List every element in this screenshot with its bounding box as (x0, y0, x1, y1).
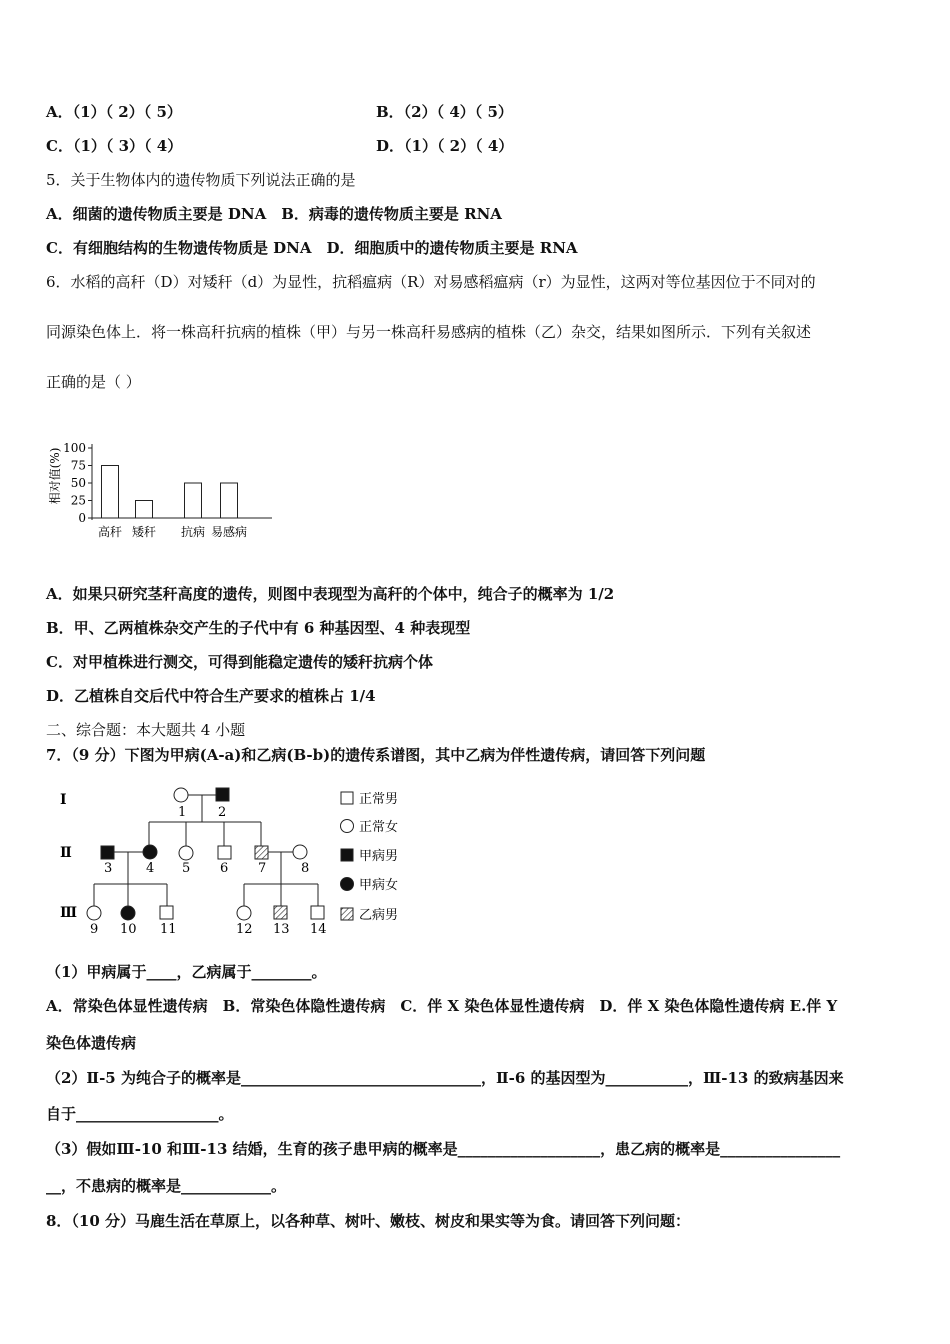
person-11-normal-male (160, 906, 173, 919)
person-id-13: 13 (273, 922, 290, 937)
q8-stem: 8．（10 分）马鹿生活在草原上，以各种草、树叶、嫩枝、树皮和果实等为食。请回答下列问题： (46, 1212, 691, 1230)
person-id-6: 6 (220, 861, 229, 876)
person-5-normal-female (179, 846, 193, 860)
legend-normal-female-symbol (341, 820, 354, 833)
chart-x-tick-label: 矮秆 (131, 525, 157, 539)
person-id-5: 5 (182, 861, 191, 876)
person-8-normal-female (293, 845, 307, 859)
chart-x-tick-label: 易感病 (210, 525, 248, 539)
legend-affected-a-male-label: 甲病男 (359, 849, 399, 864)
person-10-affected-a-female (121, 906, 135, 920)
person-id-14: 14 (310, 922, 327, 937)
q4-option-row-1 (46, 102, 182, 122)
generation-label-2: Ⅱ (60, 845, 72, 861)
q4-option-c: C．（1）（ 3）（ 4） (46, 137, 183, 155)
person-id-11: 11 (160, 922, 177, 937)
legend-affected-a-female-label: 甲病女 (359, 878, 399, 893)
person-1-normal-female (174, 788, 188, 802)
q4-option-a: A．（1）（ 2）（ 5） (46, 103, 182, 121)
person-2-affected-a-male (216, 788, 229, 801)
q5-options-ab: A．细菌的遗传物质主要是 DNA B．病毒的遗传物质主要是 RNA (46, 205, 502, 223)
section-heading: 二、综合题：本大题共 4 小题 (46, 721, 246, 739)
q6-bar-chart (44, 436, 284, 546)
person-3-affected-a-male (101, 846, 114, 859)
q7-options-line-2: 染色体遗传病 (46, 1034, 137, 1052)
legend-normal-male-symbol (341, 792, 353, 804)
q4-option-b: B．（2）（ 4）（ 5） (376, 103, 513, 121)
chart-x-tick-label: 抗病 (180, 525, 206, 539)
person-id-10: 10 (120, 922, 137, 937)
q4-option-d: D．（1）（ 2）（ 4） (376, 137, 514, 155)
q5-stem: 5．关于生物体内的遗传物质下列说法正确的是 (46, 171, 356, 189)
person-13-affected-b-male (274, 906, 287, 919)
legend-affected-b-male-label: 乙病男 (359, 908, 399, 923)
q7-stem: 7．（9 分）下图为甲病(A-a)和乙病(B-b)的遗传系谱图，其中乙病为伴性遗传病，请回答下列问题 (46, 746, 706, 764)
chart-bar (102, 466, 119, 519)
person-id-4: 4 (146, 861, 155, 876)
person-14-normal-male (311, 906, 324, 919)
person-id-12: 12 (236, 922, 253, 937)
legend-affected-b-male-symbol (341, 908, 353, 920)
q7-part-2-line-2: 自于___________________。 (46, 1105, 234, 1123)
person-7-affected-b-male (255, 846, 268, 859)
chart-bar (136, 501, 153, 519)
chart-y-tick-label: 75 (70, 458, 86, 473)
q7-part-3-line-1: （3）假如Ⅲ-10 和Ⅲ-13 结婚，生育的孩子患甲病的概率是___________________，患乙病的概率是________________ (46, 1140, 841, 1158)
generation-label-1: Ⅰ (60, 792, 67, 808)
q5-options-cd: C．有细胞结构的生物遗传物质是 DNA D．细胞质中的遗传物质主要是 RNA (46, 239, 578, 257)
person-4-affected-a-female (143, 845, 157, 859)
generation-label-3: Ⅲ (60, 905, 78, 921)
q7-options-line-1: A．常染色体显性遗传病 B．常染色体隐性遗传病 C．伴 X 染色体显性遗传病 D．伴 X 染色体隐性遗传病 E.伴 Y (46, 997, 838, 1015)
q6-option-b: B．甲、乙两植株杂交产生的子代中有 6 种基因型、4 种表现型 (46, 619, 471, 637)
chart-x-tick-label: 高秆 (97, 525, 123, 539)
q6-stem-line-1: 6．水稻的高秆（D）对矮秆（d）为显性，抗稻瘟病（R）对易感稻瘟病（r）为显性，这两对等位基因位于不同对的 (46, 273, 816, 291)
person-6-normal-male (218, 846, 231, 859)
q7-part-2-line-1: （2）Ⅱ-5 为纯合子的概率是________________________________，Ⅱ-6 的基因型为___________，Ⅲ-13 的致病基因来 (46, 1069, 844, 1087)
person-id-7: 7 (258, 861, 267, 876)
person-id-3: 3 (104, 861, 113, 876)
q6-option-c: C．对甲植株进行测交，可得到能稳定遗传的矮秆抗病个体 (46, 653, 433, 671)
person-id-9: 9 (90, 922, 99, 937)
chart-y-tick-label: 50 (70, 476, 86, 490)
person-12-normal-female (237, 906, 251, 920)
q7-part-3-line-2: __，不患病的概率是____________。 (46, 1177, 287, 1195)
legend-normal-female-label: 正常女 (359, 820, 399, 835)
q6-option-d: D．乙植株自交后代中符合生产要求的植株占 1/4 (46, 687, 376, 705)
q6-option-a: A．如果只研究茎秆高度的遗传，则图中表现型为高秆的个体中，纯合子的概率为 1/2 (46, 585, 615, 603)
chart-y-tick-label: 0 (78, 511, 86, 525)
q7-pedigree-chart (50, 782, 420, 942)
chart-bar (185, 483, 202, 518)
person-id-8: 8 (301, 861, 310, 876)
q7-part-1: （1）甲病属于____，乙病属于________。 (46, 963, 327, 981)
person-id-2: 2 (218, 805, 227, 820)
chart-y-tick-label: 25 (70, 493, 86, 508)
legend-affected-a-male-symbol (341, 849, 353, 861)
legend-normal-male-label: 正常男 (359, 792, 399, 807)
chart-bar (221, 483, 238, 518)
person-id-1: 1 (178, 805, 187, 820)
q6-stem-line-3: 正确的是（ ） (46, 373, 141, 391)
person-9-normal-female (87, 906, 101, 920)
legend-affected-a-female-symbol (341, 878, 354, 891)
chart-y-tick-label: 100 (63, 441, 86, 455)
pedigree-lines (94, 795, 318, 906)
q6-stem-line-2: 同源染色体上．将一株高秆抗病的植株（甲）与另一株高秆易感病的植株（乙）杂交，结果如图所示．下列有关叙述 (46, 323, 812, 341)
chart-ylabel: 相对值(%) (48, 447, 62, 505)
